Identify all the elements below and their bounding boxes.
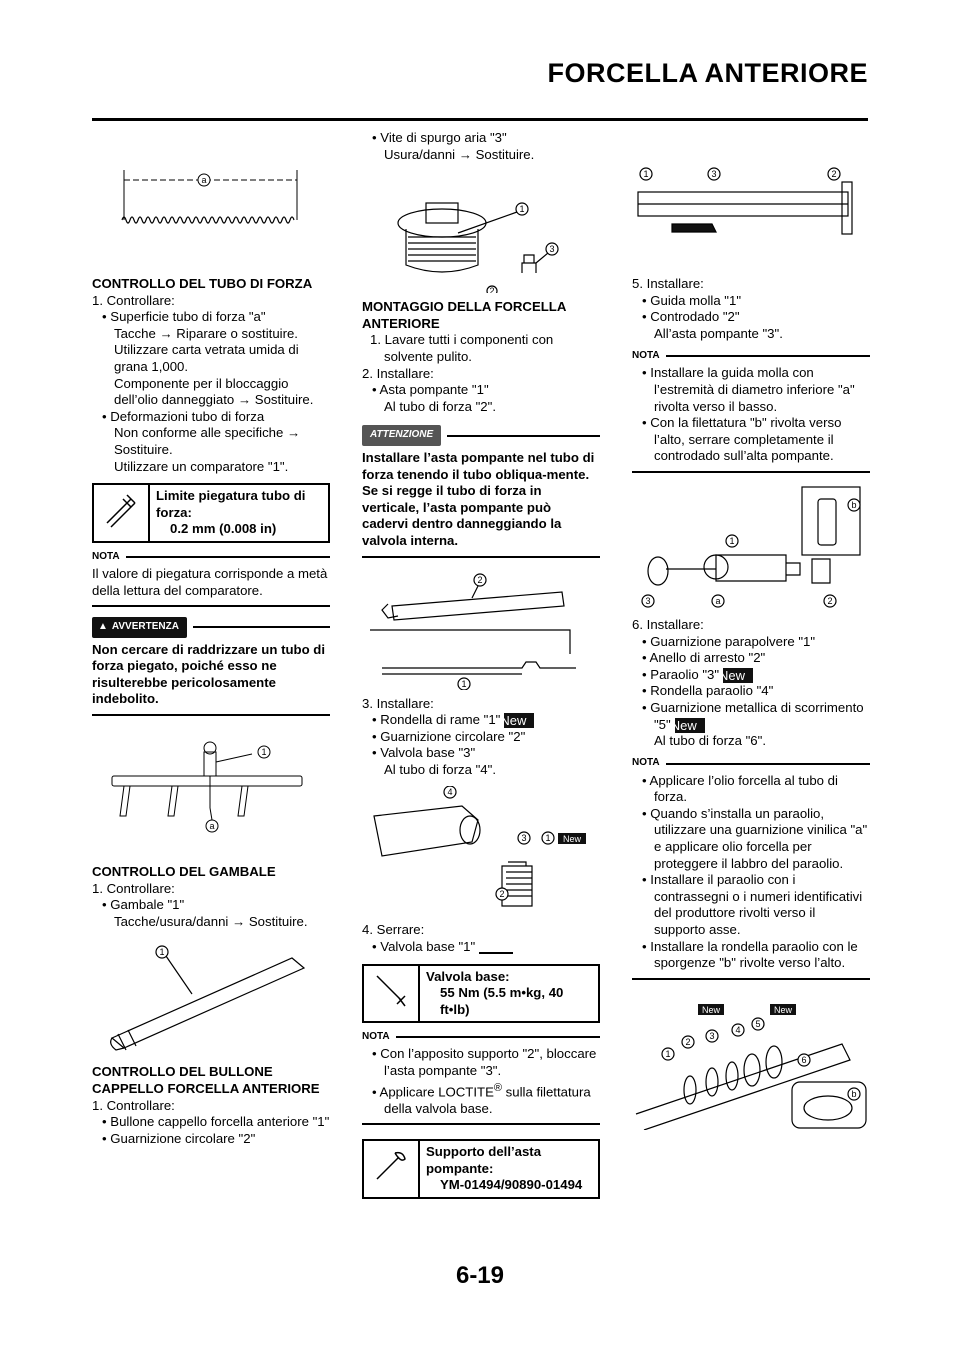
text-line: Non conforme alle specifiche → Sostituire. <box>114 425 304 457</box>
bullet: • Guarnizione parapolvere "1" <box>642 633 816 649</box>
spec-value: YM-01494/90890-01494 <box>440 1177 583 1193</box>
bullet: • Controdado "2" <box>642 309 740 325</box>
label-a: a <box>201 175 207 185</box>
new-badge: New <box>562 834 582 845</box>
text-line: Utilizzare carta vetrata umida di grana 1,000. <box>114 342 303 374</box>
section-title-outer-tube: CONTROLLO DEL GAMBALE <box>92 864 276 880</box>
warning-text: Non cercare di raddrizzare un tubo di forza piegato, poiché esso ne risulterebbe pericolosamente indebolito. <box>92 641 329 707</box>
bullet: • Bullone cappello forcella anteriore "1" <box>102 1114 330 1130</box>
warning-triangle-icon: ▲ <box>98 621 108 633</box>
text-line: Al tubo di forza "4". <box>384 761 496 777</box>
step: 4. Serrare: <box>362 922 425 938</box>
note-box <box>92 551 330 607</box>
label-3: 3 <box>645 595 651 606</box>
label-1: 1 <box>729 535 735 546</box>
figure-cap-bolt <box>362 163 600 293</box>
figure-locknut <box>632 483 870 611</box>
spec-box-torque <box>362 964 600 1024</box>
holder-tool-icon <box>364 1141 420 1197</box>
label-1: 1 <box>519 204 525 215</box>
step: 6. Installare: <box>632 616 704 632</box>
text-line: All’asta pompante "3". <box>654 325 783 341</box>
attention-badge: ATTENZIONE <box>362 425 441 446</box>
label-a: a <box>209 821 215 832</box>
label-1: 1 <box>261 747 267 758</box>
text-line: Utilizzare un comparatore "1". <box>114 458 289 474</box>
label-5: 5 <box>755 1018 761 1029</box>
column-3 <box>632 130 870 1136</box>
note-bullet: • Installare la guida molla con l’estremità di diametro inferiore "a" rivolta verso il basso. <box>642 365 859 414</box>
new-badge: New <box>723 668 753 683</box>
label-2: 2 <box>831 169 837 179</box>
label-b: b <box>851 499 857 510</box>
note-bullet: • Applicare LOCTITE® sulla filettatura della valvola base. <box>372 1081 595 1116</box>
label-1: 1 <box>643 169 649 179</box>
label-1: 1 <box>665 1048 671 1059</box>
note-text: Il valore di piegatura corrisponde a metà della lettura del comparatore. <box>92 565 331 598</box>
label-3: 3 <box>521 833 527 844</box>
wrench-icon <box>364 966 420 1022</box>
bullet: • Guarnizione circolare "2" <box>102 1130 256 1146</box>
bullet: • Superficie tubo di forza "a" <box>102 309 266 325</box>
note-box <box>632 758 870 980</box>
label-3: 3 <box>709 1030 715 1041</box>
text-line: Al tubo di forza "2". <box>384 398 496 414</box>
page-title: FORCELLA ANTERIORE <box>547 58 868 88</box>
note-bullet: • Quando s’installa un paraolio, utilizzare una guarnizione vinilica "a" e applicare olio forcella per proteggere il labbro del paraolio. <box>642 805 871 871</box>
note-bullet: • Con l’apposito supporto "2", bloccare l’asta pompante "3". <box>372 1046 601 1079</box>
bullet: • Rondella di rame "1"New <box>362 712 600 729</box>
spec-value: 0.2 mm (0.008 in) <box>170 521 277 537</box>
step: 5. Installare: <box>632 276 704 291</box>
step: 1. Controllare: <box>92 1097 175 1113</box>
spec-box-holder <box>362 1139 600 1199</box>
note-label: NOTA <box>632 350 660 362</box>
section-title-assembly: MONTAGGIO DELLA FORCELLA ANTERIORE <box>362 299 566 331</box>
header-rule <box>92 118 868 121</box>
note-label: NOTA <box>632 757 660 769</box>
note-bullet: • Applicare l’olio forcella al tubo di forza. <box>642 772 842 805</box>
label-a: a <box>715 595 721 606</box>
step: 1. Controllare: <box>92 880 175 896</box>
new-badge: New <box>675 718 705 733</box>
text-line: Usura/danni → Sostituire. <box>384 146 535 162</box>
figure-spring-guide <box>632 130 870 270</box>
figure-outer-tube <box>92 938 330 1058</box>
text-line: Tacche → Riparare o sostituire. <box>114 325 298 341</box>
bullet: • Guida molla "1" <box>642 292 742 308</box>
step: 2. Installare: <box>362 365 434 381</box>
label-2: 2 <box>477 574 483 585</box>
label-1: 1 <box>545 833 551 844</box>
label-4: 4 <box>447 787 453 798</box>
new-badge: New <box>504 713 534 728</box>
bullet: • Valvola base "1" <box>362 939 600 956</box>
warning-badge: ▲ AVVERTENZA <box>92 617 187 638</box>
figure-damper-rod <box>362 570 600 690</box>
label-1: 1 <box>461 678 467 689</box>
spec-title: Valvola base: <box>426 968 510 984</box>
attention-box <box>362 425 600 557</box>
section-title-cap-bolt: CONTROLLO DEL BULLONE CAPPELLO FORCELLA ANTERIORE <box>92 1064 320 1097</box>
bullet: • Guarnizione circolare "2" <box>372 728 526 744</box>
step: 3. Installare: <box>362 695 434 711</box>
attention-text: Installare l’asta pompante nel tubo di forza tenendo il tubo obliqua-mente. Se si regge il tubo di forza in verticale, l’asta pompante può cadervi dentro danneggiando la valvola interna. <box>362 449 598 548</box>
warning-box <box>92 617 330 716</box>
new-badge: New <box>773 1004 793 1015</box>
bullet: • Paraolio "3"New <box>632 667 870 684</box>
figure-spring <box>92 130 330 270</box>
label-1: 1 <box>159 947 165 958</box>
label-3: 3 <box>711 169 717 179</box>
figure-base-valve <box>362 786 600 916</box>
bullet: • Gambale "1" <box>102 897 185 913</box>
bullet: • Vite di spurgo aria "3" <box>372 130 507 145</box>
note-bullet: • Installare il paraolio con i contrassegni o i numeri identificativi del produttore rivolti verso il supporto asse. <box>642 872 866 938</box>
bullet: • Anello di arresto "2" <box>642 650 766 666</box>
figure-dial-gauge <box>92 728 330 858</box>
note-bullet: • Installare la rondella paraolio con le sporgenze "b" rivolte verso l’alto. <box>642 938 862 971</box>
note-box <box>632 350 870 473</box>
label-2: 2 <box>685 1036 691 1047</box>
note-label: NOTA <box>92 550 120 562</box>
text-line: Al tubo di forza "6". <box>654 733 766 749</box>
spec-title: Supporto dell’asta pompante: <box>426 1144 545 1176</box>
column-1 <box>92 130 330 1147</box>
torque-wrench-icon <box>479 942 513 954</box>
bullet: • Guarnizione metallica di scorrimento "5"New <box>642 699 868 733</box>
text-line: Componente per il bloccaggio dell’olio danneggiato → Sostituire. <box>114 375 314 408</box>
note-box <box>362 1031 600 1125</box>
bullet: • Asta pompante "1" <box>372 382 489 398</box>
text-line: Tacche/usura/danni → Sostituire. <box>114 913 308 929</box>
label-b: b <box>851 1088 857 1099</box>
figure-oil-seal <box>632 990 870 1130</box>
label-2: 2 <box>489 286 495 294</box>
label-2: 2 <box>827 595 833 606</box>
bullet: • Valvola base "3" <box>372 745 476 761</box>
note-bullet: • Con la filettatura "b" rivolta verso l’alto, serrare completamente il controdado sull’alta pompante. <box>642 415 846 464</box>
label-2: 2 <box>499 889 505 900</box>
bullet: • Deformazioni tubo di forza <box>102 408 265 424</box>
section-title-tube: CONTROLLO DEL TUBO DI FORZA <box>92 276 313 291</box>
bullet: • Rondella paraolio "4" <box>642 683 774 699</box>
step: 1. Lavare tutti i componenti con solvente pulito. <box>370 332 557 364</box>
note-label: NOTA <box>362 1031 390 1043</box>
label-4: 4 <box>735 1024 741 1035</box>
caliper-icon <box>94 485 150 541</box>
label-6: 6 <box>801 1054 807 1065</box>
spec-value: 55 Nm (5.5 m•kg, 40 ft•lb) <box>440 985 568 1017</box>
label-3: 3 <box>549 244 555 255</box>
page-number: 6-19 <box>455 1262 505 1289</box>
spec-title: Limite piegatura tubo di forza: <box>156 488 310 520</box>
column-2 <box>362 130 600 1207</box>
step: 1. Controllare: <box>92 292 175 308</box>
new-badge: New <box>701 1004 721 1015</box>
spec-box-bend-limit <box>92 483 330 543</box>
